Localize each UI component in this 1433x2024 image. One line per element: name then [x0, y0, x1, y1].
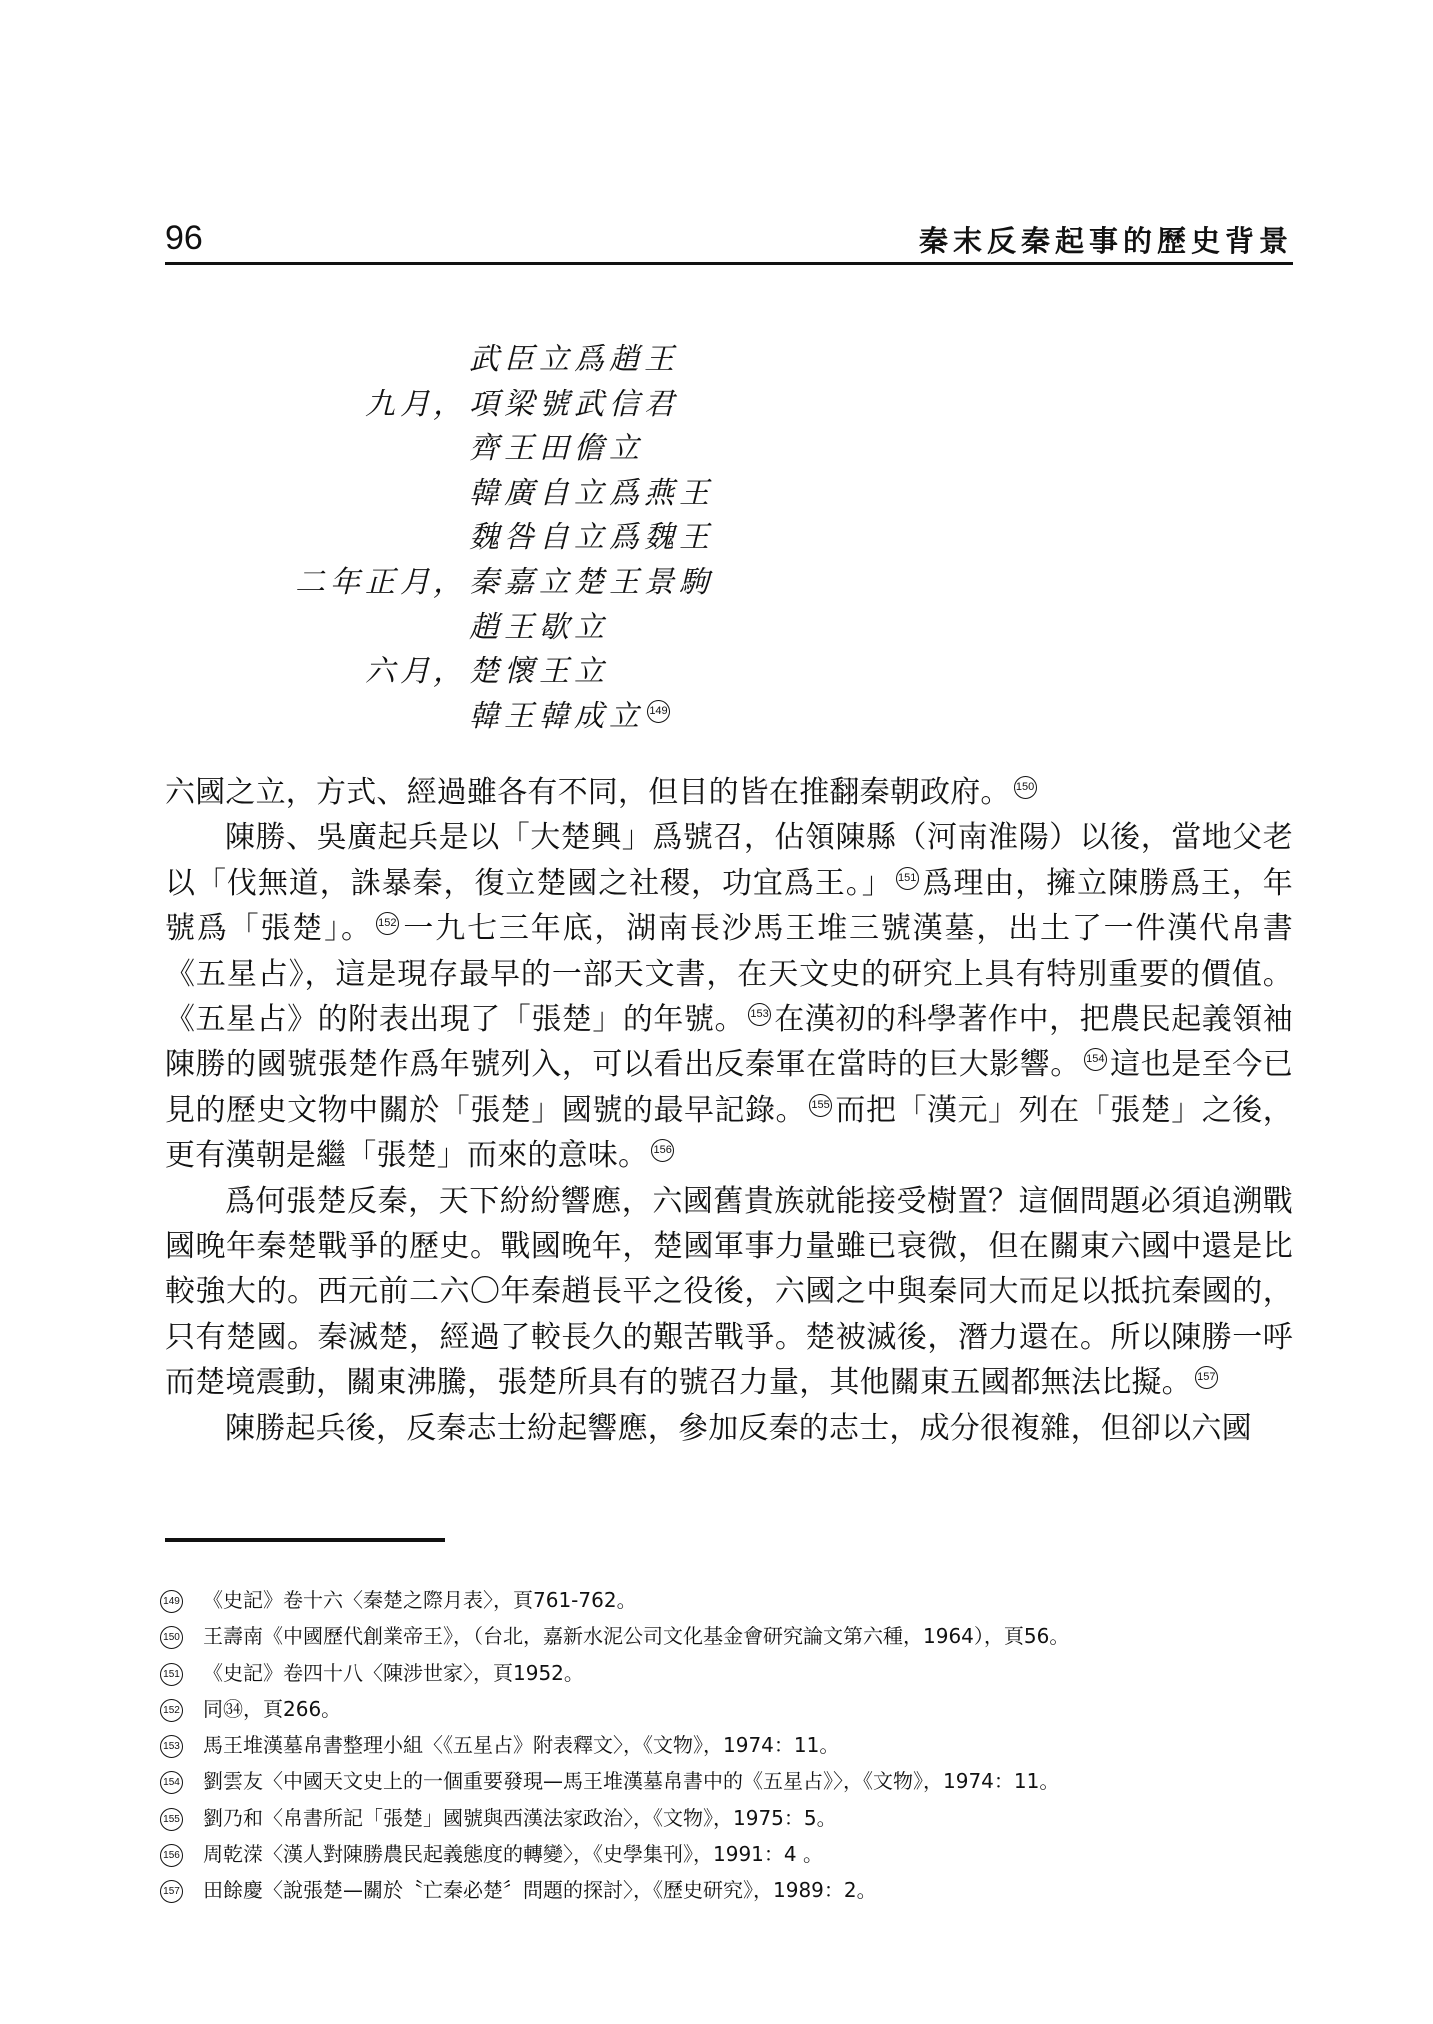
chronology-line	[0, 383, 1433, 427]
footnote-ref: 153	[748, 1003, 771, 1026]
paragraph-4: 陳勝起兵後，反秦志士紛起響應，參加反秦的志士，成分很複雜，但卻以六國	[225, 1410, 1252, 1446]
footnote-number: 154	[160, 1771, 183, 1794]
footnote-number: 150	[160, 1626, 183, 1649]
chronology-event: 項梁號武信君	[469, 386, 679, 422]
chronology-event: 韓廣自立爲燕王	[469, 475, 714, 511]
footnote-ref: 149	[647, 700, 670, 723]
page-number: 96	[165, 219, 203, 257]
footnote-ref: 157	[1195, 1366, 1218, 1389]
footnote-ref: 152	[376, 912, 399, 935]
chronology-event: 魏咎自立爲魏王	[469, 520, 714, 556]
footnote-text: 劉雲友〈中國天文史上的一個重要發現—馬王堆漢墓帛書中的《五星占》〉，《文物》，1974：11。	[203, 1769, 1060, 1794]
chronology-month: 六月	[365, 654, 435, 690]
footnote	[160, 1618, 1300, 1654]
footnote	[160, 1836, 1300, 1872]
footnote-text: 同㉞，頁266。	[203, 1696, 342, 1721]
footnote-text: 周乾溁〈漢人對陳勝農民起義態度的轉變〉，《史學集刊》，1991：4 。	[203, 1842, 823, 1867]
chronology-event: 韓王韓成立 149	[469, 695, 673, 739]
footnote-number: 151	[160, 1663, 183, 1686]
chronology-event: 武臣立爲趙王	[469, 342, 679, 377]
footnote-text: 《史記》卷四十八〈陳涉世家〉，頁1952。	[203, 1660, 584, 1685]
chronology-event: 齊王田儋立	[469, 431, 644, 467]
footnote-ref: 155	[809, 1094, 832, 1117]
footnote-ref: 154	[1084, 1048, 1107, 1071]
footnote-ref: 156	[651, 1139, 674, 1162]
chronology-event: 秦嘉立楚王景駒	[469, 565, 714, 600]
footnote-text: 田餘慶〈說張楚—關於〝亡秦必楚〞問題的探討〉，《歷史研究》，1989：2。	[203, 1878, 877, 1903]
chronology-line	[0, 472, 1433, 516]
chronology-month: 二年正月	[295, 565, 435, 600]
footnote	[160, 1872, 1300, 1908]
footnote-number: 153	[160, 1735, 183, 1758]
chronology-line	[0, 427, 1433, 471]
chronology-line	[0, 606, 1433, 650]
chronology-line	[0, 695, 1433, 739]
chronology-separator: ，	[433, 654, 468, 690]
paragraph-3: 爲何張楚反秦，天下紛紛響應，六國舊貴族就能接受樹置？這個問題必須追溯戰國晚年秦楚戰爭的歷史。戰國晚年，楚國軍事力量雖已衰微，但在關東六國中還是比較強大的。西元前二六〇年秦趙長平之役後，六國之中與秦同大而足以抵抗秦國的，只有楚國。秦滅楚，經過了較長久的艱苦戰爭。楚被滅後，潛力還在。所以陳勝一呼而楚境震動，關東沸騰，張楚所具有的號召力量，其他關東五國都無法比擬。 157	[165, 1183, 1293, 1401]
footnote-number: 152	[160, 1699, 183, 1722]
chronology-month: 九月	[365, 386, 435, 422]
footnote	[160, 1763, 1300, 1799]
footnotes-list	[160, 1582, 1300, 1909]
chronology-line	[0, 516, 1433, 560]
paragraph-2: 陳勝、吳廣起兵是以「大楚興」爲號召，佔領陳縣（河南淮陽）以後，當地父老以「伐無道，誅暴秦，復立楚國之社稷，功宜爲王。」 151 爲理由，擁立陳勝爲王，年號爲「張楚」。 152 一九七三年底，湖南長沙馬王堆三號漢墓，出土了一件漢代帛書《五星占》，這是現存最早的一部天文書，在天文史的研究上具有特別重要的價值。《五星占》的附表出現了「張楚」的年號。 153 在漢初的科學著作中，把農民起義領袖陳勝的國號張楚作爲年號列入，可以看出反秦軍在當時的巨大影響。 154 這也是至今已見的歷史文物中關於「張楚」國號的最早記錄。 155 而把「漢元」列在「張楚」之後，更有漢朝是繼「張楚」而來的意味。 156	[165, 820, 1294, 1174]
footnote-text: 《史記》卷十六〈秦楚之際月表〉，頁761-762。	[203, 1588, 637, 1612]
chapter-title: 秦末反秦起事的歷史背景	[918, 224, 1293, 258]
footnote-number: 155	[160, 1808, 183, 1831]
footnote-ref: 150	[1014, 776, 1037, 799]
footnote-number: 156	[160, 1844, 183, 1867]
chronology-event: 趙王歇立	[469, 609, 609, 645]
chronology-separator: ，	[433, 565, 468, 600]
chronology-separator: ，	[433, 386, 468, 422]
footnote	[160, 1727, 1300, 1763]
chronology-line	[0, 561, 1433, 605]
footnote-divider	[165, 1538, 445, 1542]
running-header	[165, 214, 1293, 265]
chronology-event: 楚懷王立	[469, 654, 609, 690]
body-text	[165, 770, 1293, 1451]
footnote	[160, 1582, 1300, 1618]
footnote-number: 149	[160, 1590, 183, 1613]
footnote-ref: 151	[896, 867, 919, 890]
footnote-text: 馬王堆漢墓帛書整理小組〈《五星占》附表釋文〉，《文物》，1974：11。	[203, 1733, 840, 1758]
chronology-line	[0, 338, 1433, 382]
footnote	[160, 1800, 1300, 1836]
footnote-text: 劉乃和〈帛書所記「張楚」國號與西漢法家政治〉，《文物》，1975：5。	[203, 1805, 837, 1830]
footnote-text: 王壽南《中國歷代創業帝王》，（台北，嘉新水泥公司文化基金會研究論文第六種，1964），頁56。	[203, 1624, 1070, 1649]
footnote	[160, 1691, 1300, 1727]
footnote	[160, 1655, 1300, 1691]
footnote-number: 157	[160, 1880, 183, 1903]
chronology-line	[0, 650, 1433, 694]
paragraph-1: 六國之立，方式、經過雖各有不同，但目的皆在推翻秦朝政府。 150	[165, 770, 1293, 815]
